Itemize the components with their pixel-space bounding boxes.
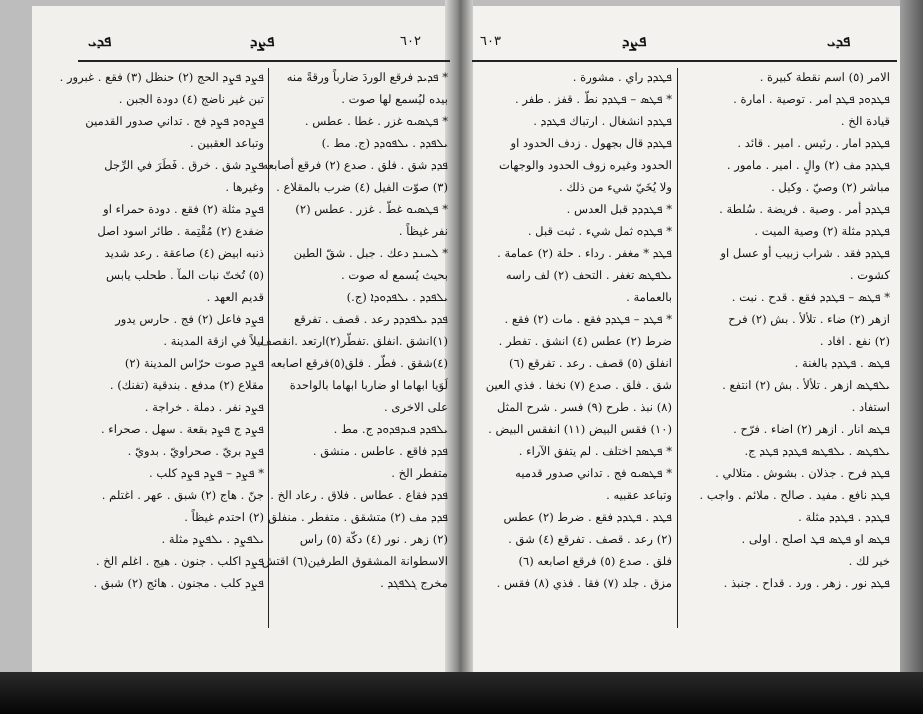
right-page-left-col-entry-line: * ܦܛܕܘ ثمل شيء . ثبت قبل . — [527, 224, 672, 238]
right-page-left-col-entry-line: ܦܛܕܕ انشغال . ارتباك ܦܛܕܕ . — [533, 114, 672, 128]
right-page-left-col-entry-line: شق . فلق . صدع (٧) نخفا . فذي العين — [485, 378, 672, 392]
left-page-left-col-entry-line: ܦܨܕ بريّ . صحراويّ . بدويّ . — [127, 444, 264, 458]
left-page-header — [50, 32, 435, 58]
left-header-catchword-center: ܦܨܕ — [250, 32, 275, 50]
right-page-left-col-entry-line: (٢) رعد . قصف . تفرقع (٤) شق . — [508, 532, 672, 546]
left-page-left-col-entry-line: ܦܨܕ كلب . مجنون . هائج (٢) شبق . — [93, 576, 264, 590]
left-page-right-col-entry-line: مخرج ܓܠܦܓܕ . — [380, 576, 448, 590]
left-page-left-col-entry-line: ܦܨܕ اكلب . جنون . هيج . اغلم الخ . — [95, 554, 264, 568]
left-page-left-col-entry-line: ܦܨܕ مثلة (٢) فقع . دودة حمراء او — [103, 202, 264, 216]
left-page-right-col-entry-line: (٣) صوّت الفيل (٤) ضرب بالمقلاع . — [276, 180, 448, 194]
right-column-divider — [677, 68, 678, 628]
right-page-right-col-entry-line: ܦܛܕܕ امار . رئيس . امير . قائد . — [737, 136, 890, 150]
left-page-right-col-entry-line: ܝܠܦܕܕ ܦܝܕܦܕܘܕ ج. مط . — [333, 422, 448, 436]
left-page-left-col-entry-line: وتباعد العقبين . — [190, 136, 264, 150]
right-page-left-col-entry-line: ولا يُخَيّ شيء من ذلك . — [558, 180, 672, 194]
right-page-right-col-entry-line: ܦܛܕܕ أمر . وصية . فريضة . سُلطة . — [719, 202, 890, 216]
right-page-right-col-entry-line: الامر (٥) اسم نقطة كبيرة . — [759, 70, 890, 84]
left-page-left-col-entry-line: (٥) تُختّ نبات المآ . طحلب يابس — [105, 268, 264, 282]
left-page-left-col-entry-line: ܦܨܕ صوت حرّاس المدينة (٢) — [124, 356, 264, 370]
right-page-right-col-entry-line: خير لك . — [848, 554, 890, 568]
right-page-right-col-entry-line: كشوت . — [849, 268, 890, 282]
right-page-left-col-entry-line: ܦܛܕܕ راي . مشورة . — [572, 70, 672, 84]
left-page-right-col-entry-line: ܦܕܕ ܝܠܦܕܕܕ رعد . قصف . تفرقع — [294, 312, 448, 326]
right-page-left-col-entry-line: * ܦܛܣ – ܦܛܕܕ نطّ . قفز . طفر . — [515, 92, 672, 106]
book-gutter — [445, 0, 473, 690]
right-page-right-col-entry-line: ܦܛܣ انار . ازهر (٢) اضاء . فرّح . — [733, 422, 890, 436]
left-page-right-col-entry-line: * ܦܛܣܝܘ غطّ . غزر . عطس (٢) — [295, 202, 448, 216]
left-page-left-col-entry-line: وغيرها . — [225, 180, 264, 194]
right-page-right-col-entry-line: * ܦܛܣ – ܦܛܕܕ فقع . قدح . نبت . — [731, 290, 890, 304]
right-edge-shadow — [900, 0, 923, 714]
left-page-right-column — [254, 66, 448, 594]
left-page-left-column — [59, 66, 264, 594]
left-page-right-col-entry-line: * ܦܕܝܕ فرقع الوردَ ضارباً ورقةً منه — [286, 70, 448, 84]
right-page-left-col-entry-line: ܝܠܦܛܣ تغفر . التحف (٢) لف راسه — [505, 268, 672, 282]
right-page-right-col-entry-line: قيادة الخ . — [840, 114, 890, 128]
right-page-right-col-entry-line: ܦܛܕ نافع . مفيد . صالح . ملائم . واجب . — [699, 488, 890, 502]
right-header-catchword-center: ܦܨܕ — [622, 32, 647, 50]
left-page-right-col-entry-line: ܦܕܕ شق . فلق . صدع (٢) فرقع أصابعه — [262, 158, 448, 172]
left-page-left-col-entry-line: ضفدع (٢) مُقْتِمة . طائر اسود اصل — [97, 224, 264, 238]
left-page-right-col-entry-line: على الاخرى . — [384, 400, 448, 414]
left-page-right-col-entry-line: (٢) زهر . نور (٤) دكّة (٥) راس — [299, 532, 448, 546]
left-page-right-col-entry-line: بحيث يُسمع له صوت . — [341, 268, 448, 282]
left-page-right-col-entry-line: * ܦܛܣܝܘ غزر . غطا . عطس . — [304, 114, 448, 128]
left-header-rule — [78, 60, 450, 62]
left-page-left-col-entry-line: جنّ . هاج (٢) شبق . عهر . اغتلم . — [101, 488, 264, 502]
left-page-right-col-entry-line: ܦܕܕ فقاع . عطاس . فلاق . رعاد الخ . — [270, 488, 448, 502]
left-page-number: ٦٠٢ — [400, 34, 421, 49]
left-page-left-col-entry-line: ذنبه ابيض (٤) صاعقة . رعد شديد — [104, 246, 264, 260]
left-page-left-col-entry-line: ليلاً في ازقة المدينة . — [163, 334, 264, 348]
right-page-number: ٦٠٣ — [480, 34, 501, 49]
left-page-left-col-entry-line: * ܦܨܕ – ܦܨܕ ܦܨܕ كلب . — [149, 466, 264, 480]
bottom-edge-shadow — [0, 672, 923, 714]
right-page-left-col-entry-line: * ܦܛܕ – ܦܛܕܕ فقع . مات (٢) فقع . — [504, 312, 672, 326]
right-page-left-col-entry-line: ܦܛܕ . ܦܛܕܕ فقع . ضرط (٢) عطس — [503, 510, 672, 524]
left-page-right-col-entry-line: (٤)شقق . فطّر . فلق(٥)فرقع اصابعه — [270, 356, 448, 370]
right-page-left-col-entry-line: (١٠) فقس البيض (١١) انفقس البيض . — [488, 422, 672, 436]
right-page-left-col-entry-line: وتباعد عقبيه . — [606, 488, 672, 502]
right-page-left-col-entry-line: انفلق (٥) قصف . رعد . تفرقع (٦) — [509, 356, 672, 370]
left-page-left-col-entry-line: ܦܨܕ فاعل (٢) فج . حارس يدور — [115, 312, 264, 326]
right-page-right-col-entry-line: ܦܛܕܕ فقد . شراب زبيب أو عسل او — [720, 246, 890, 260]
left-page-left-col-entry-line: (٢) احتدم غيظاً . — [184, 510, 264, 524]
right-page-left-col-entry-line: ضرط (٢) عطس (٤) انشق . تفطر . — [498, 334, 672, 348]
right-page-right-col-entry-line: ܝܠܦܛܣ . ܝܠܦܛܣ ܦܛܕܕ ܦܛܕ ج. — [744, 444, 890, 458]
right-page-left-col-entry-line: * ܦܛܣܕ اختلف . لم يتفق الآراء . — [518, 444, 672, 458]
right-page-right-col-entry-line: ܦܛܕܘܕ ܦܛܕ امر . توصية . امارة . — [733, 92, 890, 106]
left-page-right-col-entry-line: متفطر الخ . — [391, 466, 448, 480]
left-page-left-col-entry-line: مقلاع (٢) مدفع . بندقية (تفنك) . — [109, 378, 264, 392]
right-page-right-col-entry-line: ܝܠܦܛܣ ازهر . تلألأ . بش (٢) انتفع . — [722, 378, 890, 392]
right-page-right-column — [682, 66, 890, 594]
right-page-left-col-entry-line: ܦܛܕ * مغفر . رداء . حلة (٢) عمامة . — [497, 246, 672, 260]
left-page-left-col-entry-line: ܦܨܕ نفر . دملة . خراجة . — [144, 400, 264, 414]
left-page-right-col-entry-line: ܦܕܕ مف (٢) متشقق . متفطر . منفلق — [268, 510, 448, 524]
left-page-right-col-entry-line: ܦܕܕ فاقع . عاطس . منشق . — [312, 444, 448, 458]
left-page-left-col-entry-line: ܦܨܕ ج ܦܨܕ بقعة . سهل . صحراء . — [100, 422, 264, 436]
right-page-right-col-entry-line: ܦܛܕܕ مثلة (٢) وصية الميت . — [754, 224, 890, 238]
right-page-left-col-entry-line: مزق . جلد (٧) فقا . فذي (٨) فقس . — [496, 576, 672, 590]
right-page-right-col-entry-line: ازهر (٢) ضاء . تلألأ . بش (٢) فرح — [728, 312, 890, 326]
left-page-right-col-entry-line: (١)انشق .انفلق .تفطّر(٢)ارتعد .انقصف — [259, 334, 448, 348]
left-page-right-col-entry-line: نفر غيظاً . — [398, 224, 448, 238]
right-page-left-col-entry-line: (٨) نبذ . طرح (٩) فسر . شرح المثل — [497, 400, 672, 414]
left-page-right-col-entry-line: لَوَيا ابهاما او ضاربا ابهاما بالواحدة — [289, 378, 448, 392]
right-header-rule — [472, 60, 897, 62]
right-page-left-col-entry-line: ܦܛܕܕ قال بجهول . زدف الحدود او — [510, 136, 672, 150]
right-page-left-col-entry-line: الحدود وغيره زوف الحدود والوجهات — [498, 158, 672, 172]
right-page-right-col-entry-line: ܦܛܕ نور . زهر . ورد . قداح . جنبذ . — [723, 576, 890, 590]
right-page-left-col-entry-line: فلق . صدع (٥) فرقع اصابعه (٦) — [518, 554, 672, 568]
right-page-right-col-entry-line: مباشر (٢) وصيّ . وكيل . — [771, 180, 890, 194]
left-page-left-col-entry-line: قديم العهد . — [206, 290, 264, 304]
right-page-right-col-entry-line: استفاد . — [851, 400, 890, 414]
left-page-right-col-entry-line: ܝܠܦܕܕ . ܝܠܦܕܘܕܐ (ج.) — [346, 290, 448, 304]
left-page-left-col-entry-line: ܝܠܦܨܕ . ܝܠܦܨܕ مثلة . — [161, 532, 264, 546]
left-page-right-col-entry-line: الاسطوانة المشقوق الطرفين(٦) اقتش . — [254, 554, 448, 568]
left-page-right-col-entry-line: ܝܠܦܕܕ . ܝܠܦܘܕܕ (ج. مط .) — [321, 136, 448, 150]
right-page-left-col-entry-line: * ܦܛܕܕܕ قبل العدس . — [566, 202, 672, 216]
left-page-right-col-entry-line: بيده ليُسمع لها صوت . — [341, 92, 448, 106]
left-page-right-col-entry-line: * ܠܚܢܕ دعك . جبل . شقّ الطين — [293, 246, 448, 260]
right-page-left-col-entry-line: * ܦܛܣܝܘ فج . تداني صدور قدميه — [515, 466, 672, 480]
left-page-left-col-entry-line: ܦܨܕ شق . خرق . فَطَرَ في الرِّجل — [104, 158, 264, 172]
right-page-right-col-entry-line: ܦܛܕ فرح . جذلان . بشوش . متلالي . — [715, 466, 890, 480]
left-header-catchword-left: ܦܕܝ — [88, 32, 112, 50]
right-page-right-col-entry-line: ܦܛܕܕ مف (٢) والٍ . امير . مامور . — [726, 158, 890, 172]
right-page-left-column — [474, 66, 672, 594]
right-page-header — [472, 32, 882, 58]
right-page-right-col-entry-line: (٢) نفع . افاد . — [819, 334, 890, 348]
left-page-left-col-entry-line: ܦܨܕ ܦܨܕ الحج (٢) حنظل (٣) فقع . غبرور . — [59, 70, 264, 84]
right-page-right-col-entry-line: ܦܛܣ او ܦܛܣ ܦܛ اصلح . اولى . — [741, 532, 890, 546]
left-page-left-col-entry-line: ܦܨܕܘܕ ܦܨܕ فج . تداني صدور القدمين — [85, 114, 264, 128]
left-page-left-col-entry-line: تبن غير ناضج (٤) دودة الجبن . — [118, 92, 264, 106]
right-header-catchword-right: ܦܕܝ — [827, 32, 851, 50]
right-page-right-col-entry-line: ܦܛܣ . ܦܛܕܕ بالغنة . — [794, 356, 890, 370]
right-page-right-col-entry-line: ܦܛܕܕ . ܦܛܕܕ مثلة . — [798, 510, 890, 524]
right-page-left-col-entry-line: بالعمامة . — [626, 290, 672, 304]
